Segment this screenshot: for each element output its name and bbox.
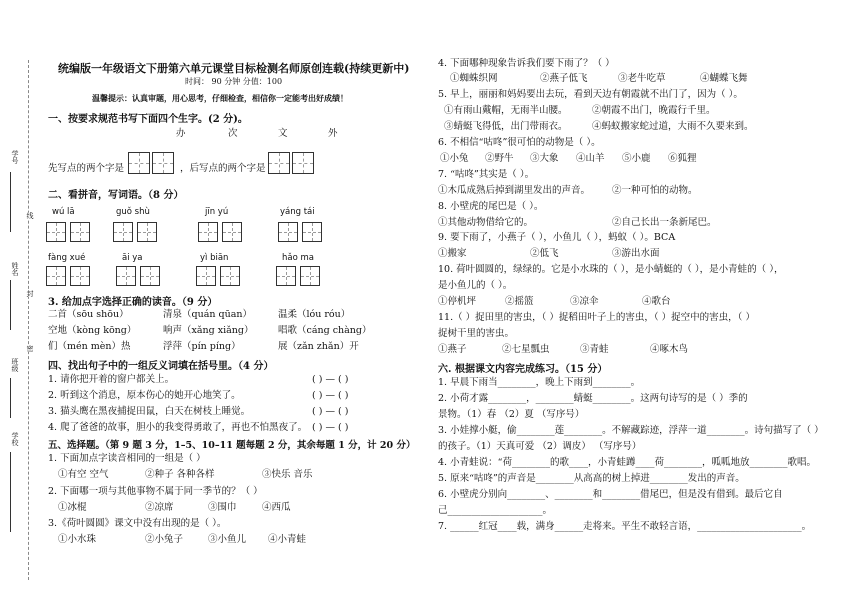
choice-option[interactable]: ①搬家 [438,248,467,259]
choice-option[interactable]: ④蚂蚁搬家蛇过道，大雨不久要来到。 [592,121,754,132]
reading-item[interactable]: 温柔（lóu róu） [278,309,351,320]
writing-box[interactable] [292,152,314,174]
choice-option[interactable]: ②小兔子 [145,534,184,545]
choice-option[interactable]: ④小青蛙 [268,534,307,545]
fill-line[interactable]: 景物。（1）春 （2）夏 （写序号） [438,409,585,420]
antonym-item: 3. 猫头鹰在黑夜捕捉田鼠，白天在树枝上睡觉。 [48,406,251,417]
reading-item[interactable]: 唱歌（cáng chàng） [278,325,372,336]
choice-option[interactable]: ③快乐 音乐 [262,469,313,480]
choice-option[interactable]: ③青蛙 [580,344,609,355]
writing-box[interactable] [116,266,136,286]
writing-box[interactable] [137,222,157,242]
pinyin-7: yì biān [200,253,229,263]
class-label: 班级 [11,358,19,372]
choice-option[interactable]: ①蜘蛛织网 [450,73,498,84]
choice-question: 3.《荷叶圆圆》课文中没有出现的是（ ）。 [48,518,227,529]
fill-line[interactable]: 6. 小壁虎分别向________、________和________借尾巴，但是没有借到。最后它自 [438,489,783,500]
writing-box[interactable] [222,222,242,242]
student-id-label: 学号 [11,150,19,164]
choice-option[interactable]: ①冰棍 [58,502,87,513]
writing-box[interactable] [268,152,290,174]
writing-box[interactable] [196,266,216,286]
mark-feng: 封 [26,290,34,297]
fill-line[interactable]: 4. 小青蛙说：“荷________的歌____，小青蛙蹲____荷________，呱呱地放________歌唱。 [438,457,816,468]
school-line [10,452,11,532]
choice-question: 5. 早上，丽丽和妈妈要出去玩，看到天边有朝霞就不出门了，因为（ ）。 [438,89,743,100]
writing-box[interactable] [278,222,298,242]
reading-item[interactable]: 浮萍（pín píng） [163,341,241,352]
writing-box[interactable] [300,266,320,286]
char-4: 外 [328,128,338,139]
choice-option[interactable]: ②种子 各种各样 [145,469,215,480]
choice-option[interactable]: ①停机坪 [438,296,477,307]
s1-line-a: 先写点的两个字是 [48,163,125,174]
choice-option[interactable]: ③游出水面 [612,248,660,259]
choice-option[interactable]: ②七星瓢虫 [502,344,550,355]
pinyin-1: wú lā [52,207,75,217]
section6-heading: 六. 根据课文内容完成练习。（15 分） [438,364,608,375]
section3-heading: 3. 给加点字选择正确的读音。（9 分） [48,297,218,308]
section2-heading: 二、看拼音，写词语。（8 分） [48,190,184,201]
antonym-answer[interactable]: ( ) — ( ) [312,422,349,433]
writing-box[interactable] [113,222,133,242]
section1-heading: 一、按要求规范书写下面四个生字。(2 分)。 [48,114,248,125]
fill-line[interactable]: 己____________________。 [438,505,553,516]
choice-question: 4. 下面哪种现象告诉我们要下雨了？（ ） [438,58,615,69]
reading-item[interactable]: 清泉（quán qūan） [163,309,252,320]
choice-question: 2. 下面哪一项与其他事物不属于同一季节的？（ ） [48,486,263,497]
choice-option[interactable]: ①木瓜成熟后掉到湖里发出的声音。 [438,185,591,196]
writing-box[interactable] [152,152,174,174]
choice-option[interactable]: ③大象 [530,153,559,164]
pinyin-5: fàng xué [48,253,86,263]
choice-option[interactable]: ③蜻蜓飞得低，出门带雨衣。 [444,121,568,132]
time-score: 时间： 90 分钟 分值：100 [185,77,283,86]
fill-line[interactable]: 的孩子。（1）天真可爱 （2）调皮） （写序号） [438,441,642,452]
fill-line[interactable]: 7. ______红冠____载，满身______走将来。平生不敢轻言语，______________________。 [438,521,812,532]
choice-option[interactable]: ①其他动物借给它的。 [438,217,534,228]
writing-box[interactable] [70,266,90,286]
writing-box[interactable] [220,266,240,286]
mark-mi: 密 [26,345,34,352]
antonym-item: 1. 请你把开着的窗户都关上。 [48,374,175,385]
fill-line[interactable]: 3. 小娃撑小艇，偷________莲________。不解藏踪迹，浮萍一道________。诗句描写了（ ） [438,425,824,436]
char-1: 办 [176,128,186,139]
choice-question-cont: 捉树干里的害虫。 [438,328,515,339]
reminder-tip: 温馨提示：认真审题，用心思考，仔细检查，相信你一定能考出好成绩！ [92,93,348,103]
choice-option[interactable]: ②朝霞不出门，晚霞行千里。 [592,105,716,116]
class-line [10,378,11,418]
choice-option[interactable]: ③小鱼儿 [208,534,247,545]
writing-box[interactable] [198,222,218,242]
binding-line [28,60,29,580]
reading-item[interactable]: 展（zǎn zhǎn）开 [278,341,359,352]
reading-item[interactable]: 们（mén mèn）热 [48,341,131,352]
choice-option[interactable]: ③凉伞 [570,296,599,307]
choice-option[interactable]: ④蝴蝶飞舞 [700,73,748,84]
exam-title: 统编版一年级语文下册第六单元课堂目标检测名师原创连载(持续更新中) [58,62,410,75]
pinyin-8: hǎo ma [282,253,314,263]
pinyin-4: yáng tái [280,207,315,217]
char-2: 次 [228,128,238,139]
choice-question: 11.（ ）捉田里的害虫，（ ）捉稻田叶子上的害虫，（ ）捉空中的害虫，（ ） [438,312,755,323]
choice-option[interactable]: ①小兔 [440,153,469,164]
reading-item[interactable]: 空地（kòng kōng） [48,325,137,336]
fill-line[interactable]: 1. 早晨下雨当________，晚上下雨到________。 [438,377,641,388]
choice-option[interactable]: ①燕子 [438,344,467,355]
choice-question-cont: 是小鱼儿的（ ）。 [438,280,513,291]
choice-option[interactable]: ②自己长出一条新尾巴。 [612,217,717,228]
choice-question: 6. 不相信“咕咚”很可怕的动物是（ ）。 [438,137,601,148]
choice-option[interactable]: ②野牛 [485,153,514,164]
choice-question: 1. 下面加点字读音相同的一组是（ ） [48,453,206,464]
antonym-answer[interactable]: ( ) — ( ) [312,406,349,417]
choice-option[interactable]: ⑤小鹿 [622,153,651,164]
mark-xian: 线 [26,212,34,219]
reading-item[interactable]: 二首（sōu shōu） [48,309,129,320]
choice-option[interactable]: ②低飞 [530,248,559,259]
char-3: 文 [278,128,288,139]
reading-item[interactable]: 响声（xǎng xiǎng） [163,325,254,336]
choice-option[interactable]: ④歌台 [642,296,671,307]
choice-question: 7. “咕咚”其实是（ ）。 [438,169,535,180]
writing-box[interactable] [128,152,150,174]
choice-question: 8. 小壁虎的尾巴是（ ）。 [438,201,544,212]
antonym-answer[interactable]: ( ) — ( ) [312,390,349,401]
pinyin-3: jīn yú [205,207,229,217]
choice-option[interactable]: ④西瓜 [262,502,291,513]
writing-box[interactable] [46,266,66,286]
choice-option[interactable]: ①有空 空气 [58,469,109,480]
choice-option[interactable]: ②摇篮 [505,296,534,307]
choice-option[interactable]: ②一种可怕的动物。 [612,185,698,196]
writing-box[interactable] [70,222,90,242]
name-line [10,280,11,330]
pinyin-2: guǒ shù [116,207,150,217]
choice-option[interactable]: ②凉席 [145,502,174,513]
pinyin-6: āi ya [122,253,143,263]
writing-box[interactable] [140,266,160,286]
antonym-item: 2. 听到这个消息，原本伤心的她开心地笑了。 [48,390,241,401]
choice-option[interactable]: ④啄木鸟 [650,344,689,355]
s1-line-b: ，后写点的两个字是 [180,163,266,174]
writing-box[interactable] [302,222,322,242]
section5-heading: 五、选择题。（第 9 题 3 分，1–5、10–11 题每题 2 分，其余每题 1 分，计 20 分） [48,440,416,451]
section4-heading: 四、找出句子中的一组反义词填在括号里。（4 分） [48,361,274,372]
choice-option[interactable]: ②燕子低飞 [540,73,588,84]
writing-box[interactable] [46,222,66,242]
choice-question: 9. 要下雨了，小燕子（ ），小鱼儿（ ），蚂蚁（ ）。BCA [438,232,676,243]
writing-box[interactable] [276,266,296,286]
choice-question: 10. 荷叶圆圆的，绿绿的。它是小水珠的（ ），是小蜻蜓的（ ），是小青蛙的（ ）， [438,264,784,275]
antonym-answer[interactable]: ( ) — ( ) [312,374,349,385]
choice-option[interactable]: ③老牛吃草 [618,73,666,84]
choice-option[interactable]: ③围巾 [208,502,237,513]
choice-option[interactable]: ①小水珠 [58,534,97,545]
choice-option[interactable]: ④山羊 [576,153,605,164]
choice-option[interactable]: ⑥狐狸 [668,153,697,164]
choice-option[interactable]: ①有雨山戴帽，无雨半山腰。 [444,105,568,116]
name-label: 姓名 [11,262,19,276]
fill-line[interactable]: 5. 原来“咕咚”的声音是________从高高的树上掉进________发出的声音。 [438,473,745,484]
school-label: 学校 [11,432,19,446]
antonym-item: 4. 爬了爸爸的故事，胆小的我变得勇敢了，再也不怕黑夜了。 [48,422,308,433]
student-id-line [10,172,11,232]
fill-line[interactable]: 2. 小荷才露________，________蜻蜓________。这两句诗写的是（ ）季的 [438,393,748,404]
